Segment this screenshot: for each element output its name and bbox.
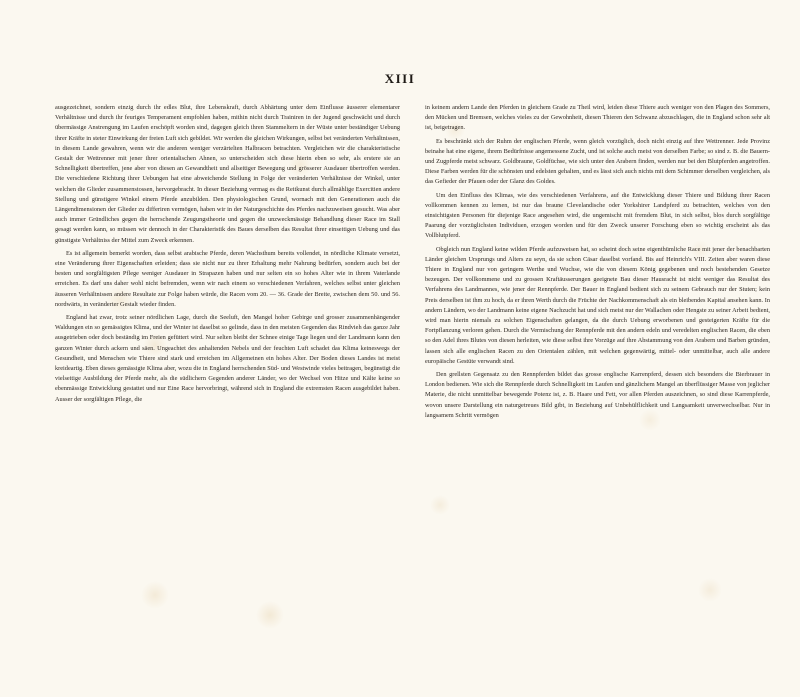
right-paragraph-1: in keinem andern Lande den Pferden in gleichem Grade zu Theil wird, leiden diese Thiere auch weniger von den Plagen des Sommers, den Mücken und Bremsen, welches vieles zu der Gewohnheit, diesen Thieren den Schwanz abzuschlagen, die in England schon sehr alt ist, beigetragen. [425,104,770,132]
left-paragraph-1: ausgezeichnet, sondern einzig durch ihr edles Blut, ihre Lebenskraft, durch Abhärtung unter dem Einflusse äusserer elementarer Verhältnisse und durch ihr feuriges Temperament empfohlen haben, mithin nicht durch Trainiren in der Jugend geschwächt und durch übermässige Anstrengung im Laufen erschöpft worden sind, dagegen gleich ihren Stammeltern in der Wüste unter beständiger Uebung ihrer Kräfte in steter Einwirkung der freien Luft sich gebildet. Wir werden die gleichen Wirkungen, selbst bei veränderten Verhältnissen, in diesem Lande gewahren, wenn wir die anderen weniger verzärtelten Halbracen betrachten. Vergleichen wir die charakteristische Gestalt der Wettrenner mit jener ihrer orientalischen Ahnen, so unterscheiden sich diese hierin eben so sehr, als erstere sie an Schnelligkeit übertreffen, jene aber von diesen an Gewandtheit und allseitiger Bewegung und grösserer Ausdauer übertroffen werden. Die verschiedene Richtung ihrer Uebungen hat eine abweichende Stellung in Folge der veränderten Verhältnisse der Winkel, unter welchen die Glieder zusammenstossen, hervorgebracht. In dieser Beziehung vermag es die Reitkunst durch allmählige Exercitien andere Stellung und günstigere Winkel einem Pferde anzubilden. Den physiologischen Grund, wornach mit den Generationen auch die Längendimensionen der Glieder zu differiren vermögen, haben wir in der Naturgeschichte des Pferdes nachzuweisen gesucht. Was aber auch immer Gründliches gegen die herrschende Zeugungstheorie und gegen die unzweckmässige Behandlung dieser Race im Stall gesagt werden kann, so müssen wir dennoch in der Charakteristik des Baues derselben das Resultat ihrer einseitigen Uebung und das günstigste Verhältniss der Mittel zum Zweck erkennen. [55,104,400,244]
right-paragraph-3: Um den Einfluss des Klimas, wie des verschiedenen Verfahrens, auf die Entwicklung dieser Thiere und Bildung ihrer Racen vollkommen kennen zu lernen, ist nur das braune Clevelandische oder Yorkshirer Landpferd zu betrachten, welches von den einsichtigsten Personen für diejenige Race angesehen wird, die ungemischt mit fremdem Blut, in sich selbst, blos durch sorgfältige Paarung der vorzüglichsten Individuen, erzogen worden und für den Zweck unserer Forschung eben so wichtig erscheint als das Vollblutpferd. [425,191,770,240]
right-paragraph-4: Obgleich nun England keine wilden Pferde aufzuweisen hat, so scheint doch seine eigenthümliche Race mit jener der benachbarten Länder gleichen Ursprungs und Alters zu seyn, da sie schon Cäsar daselbst vorfand. Bis auf Heinrich's VIII. Zeiten aber waren diese Thiere in England nur von geringem Werthe und Wuchse, wie die von diesem König gegebenen und noch bestehenden Gesetze bezeugen. Der vollkommene und zu grossen Kraftäusserungen geeignete Bau dieser Hausracht ist nicht weniger das Resultat des Verfahrens des Landmannes, wie jener der Rennpferde. Der Bauer in England bedient sich zu seinem Gebrauch nur der Stuten; kein Preis derselben ist ihm zu hoch, da er ihren Werth durch die Früchte der Nachkommenschaft als ein bleibendes Kapital ansehen kann. In andern Ländern, wo der Landmann keine eigene Nachzucht hat und sich meist nur der Wallachen oder Hengste zu seiner Arbeit bedient, wird man hierin niemals zu solchen Eigenschaften gelangen, da die durch Uebung erworbenen und gesteigerten Kräfte für die Fortpflanzung verloren gehen. Durch die Vermischung der Rennpferde mit den andern edeln und veredelten englischen Racen, die eben so den Adel ihres Blutes von diesen herleiten, wie diese selbst ihre Vorzüge auf ihre Abstammung von den Arabern und Barben gründen, lassen sich alle englischen Racen zu den Orientalen zählen, mit welchen gegenwärtig, mittel- oder unmittelbar, auch alle andere europäische Gestüte verwandt sind. [425,245,770,365]
right-paragraph-5: Den grellsten Gegensatz zu den Rennpferden bildet das grosse englische Karrenpferd, dessen sich besonders die Bierbrauer in London bedienen. Wie sich die Rennpferde durch Schnelligkeit im Laufen und gänzlichem Mangel an überflüssiger Masse von jeglicher Materie, die nicht unmittelbar bewegende Potenz ist, z. B. Haare und Fett, vor allen Pferden auszeichnen, so sind diese Karrenpferde, wovon unsere Darstellung ein naturgetreues Bild gibt, in Beziehung auf Unbehülflichkeit und Langsamkeit unverwechselbar. Nur in langsamem Schritt vermögen [425,371,770,419]
page-number: XIII [384,71,416,86]
right-paragraph-2: Es beschränkt sich der Ruhm der englischen Pferde, wenn gleich vorzüglich, doch nicht einzig auf ihre Wettrenner. Jede Provinz beinahe hat eine eigene, ihrem Bedürfnisse angemessene Zucht, und ist solche auch meist von derselben Farbe; so sind z. B. die Bauern- und Zugpferde meist schwarz. Goldbraune, Goldfüchse, wie sich unter den Arabern finden, werden nur bei den Blutpferden angetroffen. Diese Farben werden für die schönsten und edelsten gehalten, und es lässt sich auch nichts mit dem Schimmer derselben vergleichen, als das Gefieder der Pfauen oder der Glanz des Goldes. [425,137,770,186]
right-column [425,103,770,424]
left-paragraph-2: Es ist allgemein bemerkt worden, dass selbst arabische Pferde, deren Wachsthum bereits vollendet, in nördliche Klimate versetzt, eine Veränderung ihrer Eigenschaften erleiden; dass sie nicht nur zu ihrer Erhaltung mehr Nahrung bedürfen, sondern auch bei der besten und sorgfältigsten Pflege weniger Ausdauer in Strapazen haben und nur selten ein so hohes Alter wie in ihrem Vaterlande erreichen. Es darf uns daher wohl nicht befremden, wenn wir nach einem so verschiedenen Verfahren, welches selbst unter gleichen äusseren Verhältnissen andere Resultate zur Folge haben würde, die Racen vom 20. — 36. Grade der Breite, zwischen dem 50. und 56. nordwärts, in veränderter Gestalt wieder finden. [55,249,400,308]
left-paragraph-3: England hat zwar, trotz seiner nördlichen Lage, durch die Seeluft, den Mangel hoher Gebirge und grosser zusammenhängender Waldungen ein so gemässigtes Klima, und der Winter ist daselbst so gelinde, dass in den meisten Gegenden das Rindvieh das ganze Jahr ausgetrieben oder doch beständig im Freien gefüttert wird. Nur selten bleibt der Schnee einige Tage liegen und der Landmann kann den ganzen Winter durch ackern und säen. Ungeachtet des anhaltenden Nebels und der feuchten Luft schadet das Klima keineswegs der Gesundheit, und Menschen wie Thiere sind stark und erreichen im Allgemeinen ein hohes Alter. Der Boden dieses Landes ist meist kreideartig. Eben dieses gemässigte Klima aber, wozu die in England herrschenden Süd- und Westwinde vieles beitragen, begünstigt die vielseitige Ausbildung der Pferde mehr, als die südlichern Gegenden anderer Länder, wo der Wechsel von Hitze und Kälte keine so ebenmässige Entwicklung gestattet und nur Eine Race hervorbringt, während sich in England die extremsten Racen ausgebildet haben. Ausser der sorgfältigen Pflege, die [55,314,400,403]
left-column [55,103,400,408]
